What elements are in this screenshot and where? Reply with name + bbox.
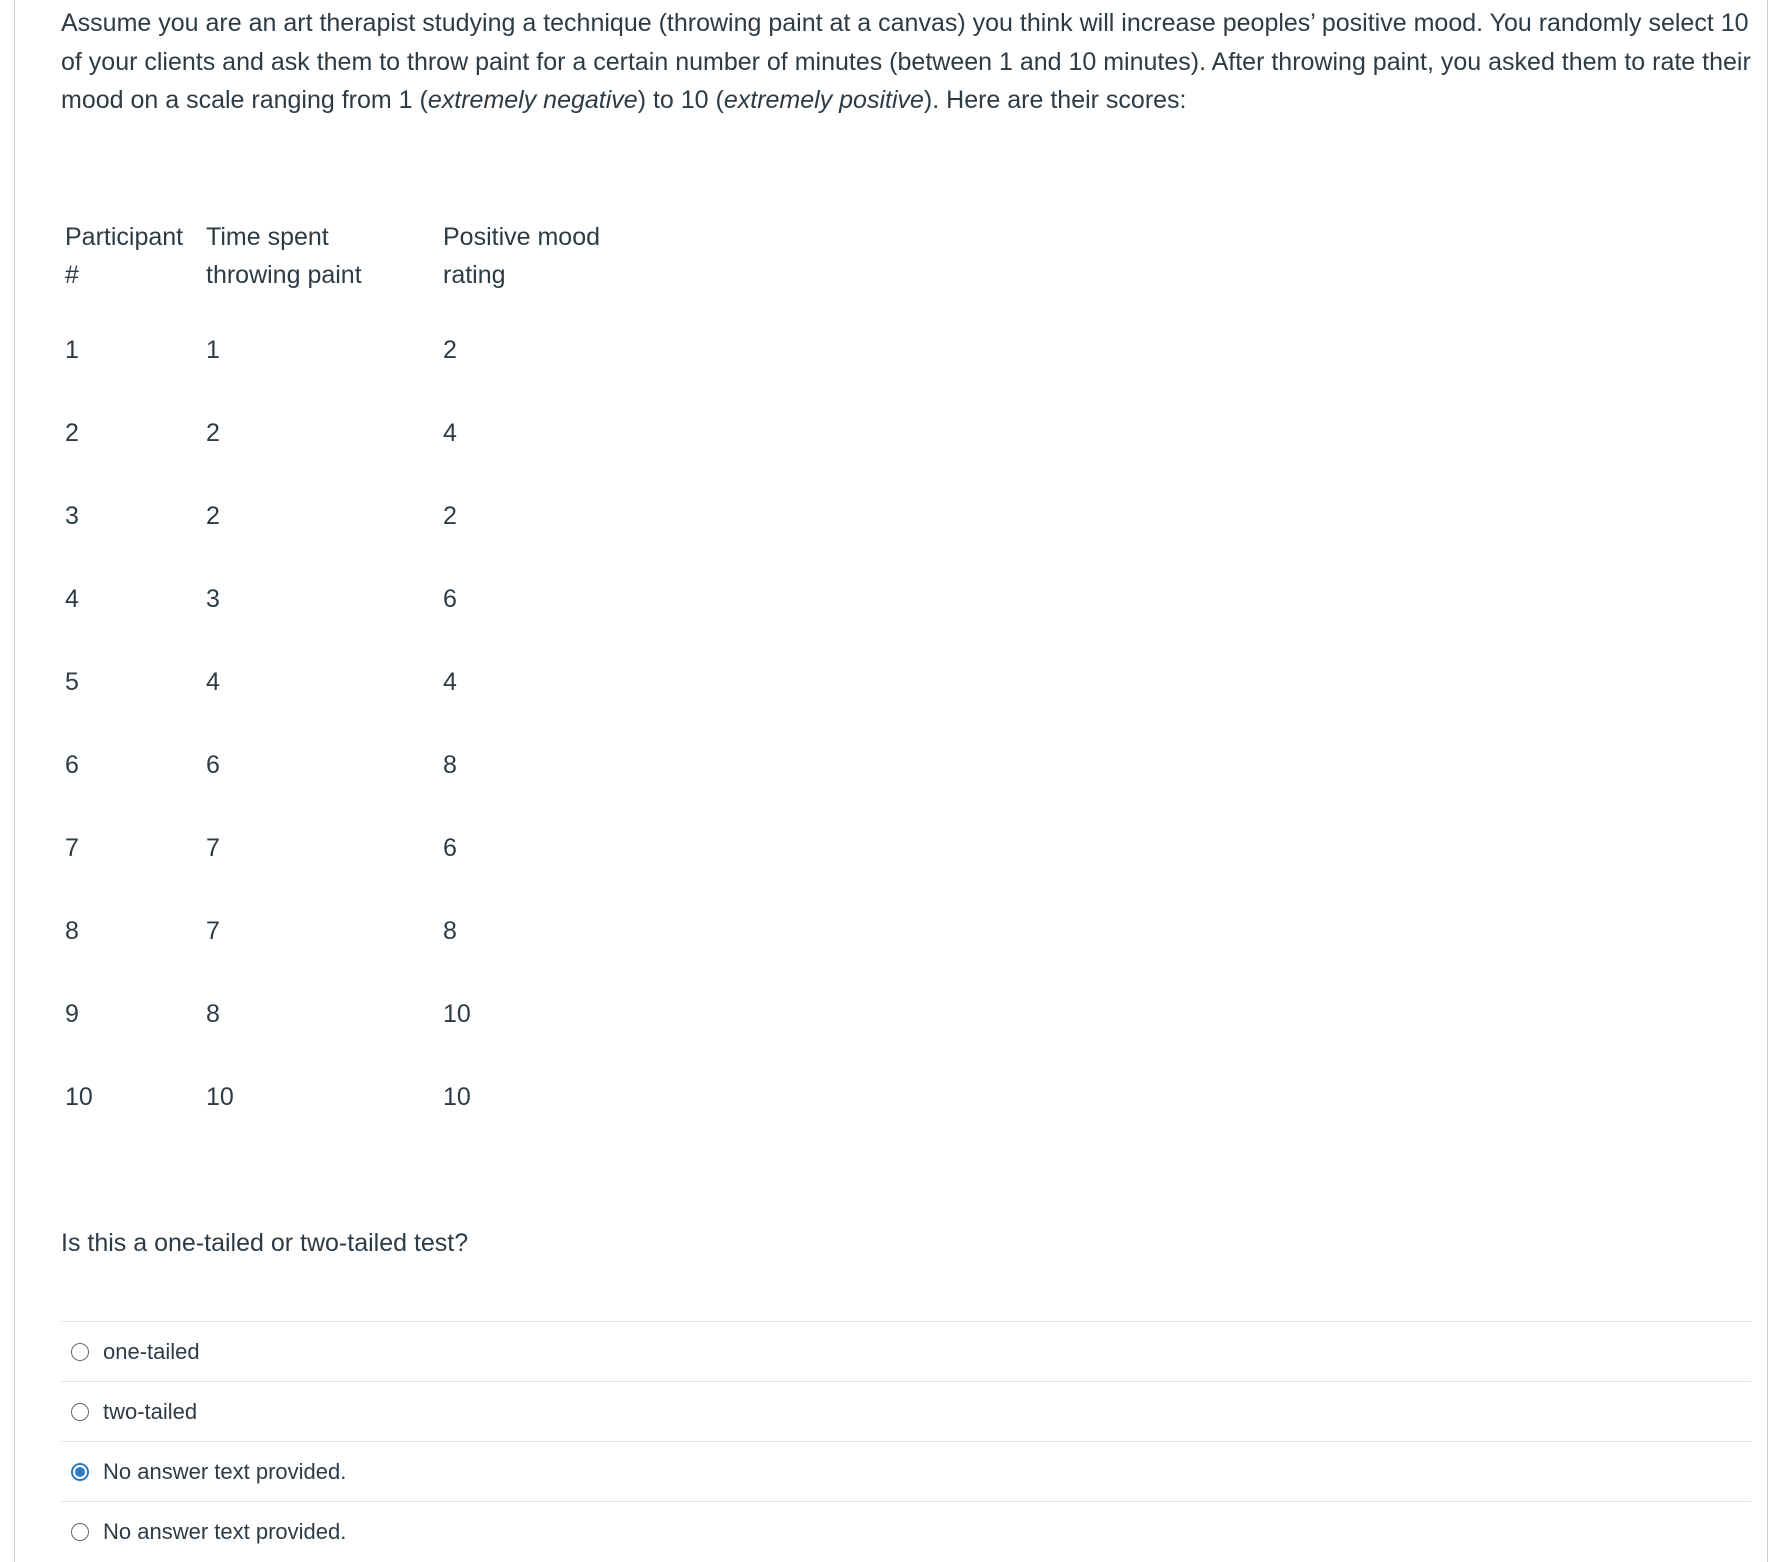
cell-participant: 3	[65, 501, 79, 530]
cell-time: 6	[206, 750, 220, 779]
cell-time: 2	[206, 418, 220, 447]
answer-option-two-tailed[interactable]	[61, 1381, 1751, 1441]
cell-mood: 6	[443, 584, 457, 613]
cell-time: 4	[206, 667, 220, 696]
intro-emphasis-positive: extremely positive	[723, 86, 924, 114]
cell-time: 2	[206, 501, 220, 530]
table-row	[61, 640, 637, 723]
radio-button[interactable]	[71, 1403, 89, 1421]
cell-participant: 7	[65, 833, 79, 862]
table-row	[61, 308, 637, 391]
cell-participant: 5	[65, 667, 79, 696]
cell-mood: 8	[443, 750, 457, 779]
cell-participant: 9	[65, 999, 79, 1028]
table-row	[61, 391, 637, 474]
table-row	[61, 723, 637, 806]
cell-participant: 10	[65, 1082, 93, 1111]
answer-label[interactable]: two-tailed	[103, 1398, 198, 1424]
table-row	[61, 474, 637, 557]
answer-label[interactable]: No answer text provided.	[103, 1458, 347, 1484]
cell-time: 7	[206, 916, 220, 945]
cell-participant: 6	[65, 750, 79, 779]
intro-text-1: Assume you are an art therapist studying a technique (throwing paint at a canvas) you think will increase peoples’ positive mood. You randomly select 10 of your clients and ask them to throw paint for a certain number of minutes (between 1 and 10 minutes). After throwing paint, you asked them to rate their mood on a scale ranging from 1 (	[61, 9, 1751, 114]
question-panel	[14, 0, 1768, 1562]
question-intro	[61, 4, 1761, 120]
cell-participant: 8	[65, 916, 79, 945]
cell-time: 1	[206, 335, 220, 364]
cell-time: 8	[206, 999, 220, 1028]
table-row	[61, 557, 637, 640]
cell-mood: 2	[443, 501, 457, 530]
table-row	[61, 972, 637, 1055]
scores-table	[61, 218, 637, 1138]
answer-option-one-tailed[interactable]	[61, 1321, 1751, 1381]
intro-text-3: ). Here are their scores:	[923, 86, 1187, 114]
cell-mood: 10	[443, 1082, 471, 1111]
cell-mood: 6	[443, 833, 457, 862]
answer-label[interactable]: No answer text provided.	[103, 1518, 347, 1544]
radio-button-selected[interactable]	[71, 1463, 89, 1481]
radio-button[interactable]	[71, 1523, 89, 1541]
table-header-row	[61, 218, 637, 308]
cell-mood: 2	[443, 335, 457, 364]
intro-emphasis-negative: extremely negative	[427, 86, 638, 114]
answer-option-3[interactable]	[61, 1441, 1751, 1501]
radio-button[interactable]	[71, 1343, 89, 1361]
answer-label[interactable]: one-tailed	[103, 1338, 200, 1364]
cell-mood: 4	[443, 667, 457, 696]
cell-mood: 4	[443, 418, 457, 447]
cell-mood: 10	[443, 999, 471, 1028]
cell-time: 10	[206, 1082, 234, 1111]
table-row	[61, 806, 637, 889]
cell-participant: 2	[65, 418, 79, 447]
header-time-spent: Time spent throwing paint	[206, 223, 362, 289]
cell-participant: 4	[65, 584, 79, 613]
question-prompt: Is this a one-tailed or two-tailed test?	[61, 1229, 469, 1257]
cell-participant: 1	[65, 335, 79, 364]
header-participant: Participant #	[65, 223, 184, 289]
cell-time: 3	[206, 584, 220, 613]
header-mood-rating: Positive mood rating	[443, 223, 601, 289]
answer-option-4[interactable]	[61, 1501, 1751, 1561]
cell-time: 7	[206, 833, 220, 862]
intro-text-2: ) to 10 (	[637, 86, 724, 114]
table-row	[61, 889, 637, 972]
cell-mood: 8	[443, 916, 457, 945]
answer-list	[61, 1321, 1751, 1561]
table-row	[61, 1055, 637, 1138]
